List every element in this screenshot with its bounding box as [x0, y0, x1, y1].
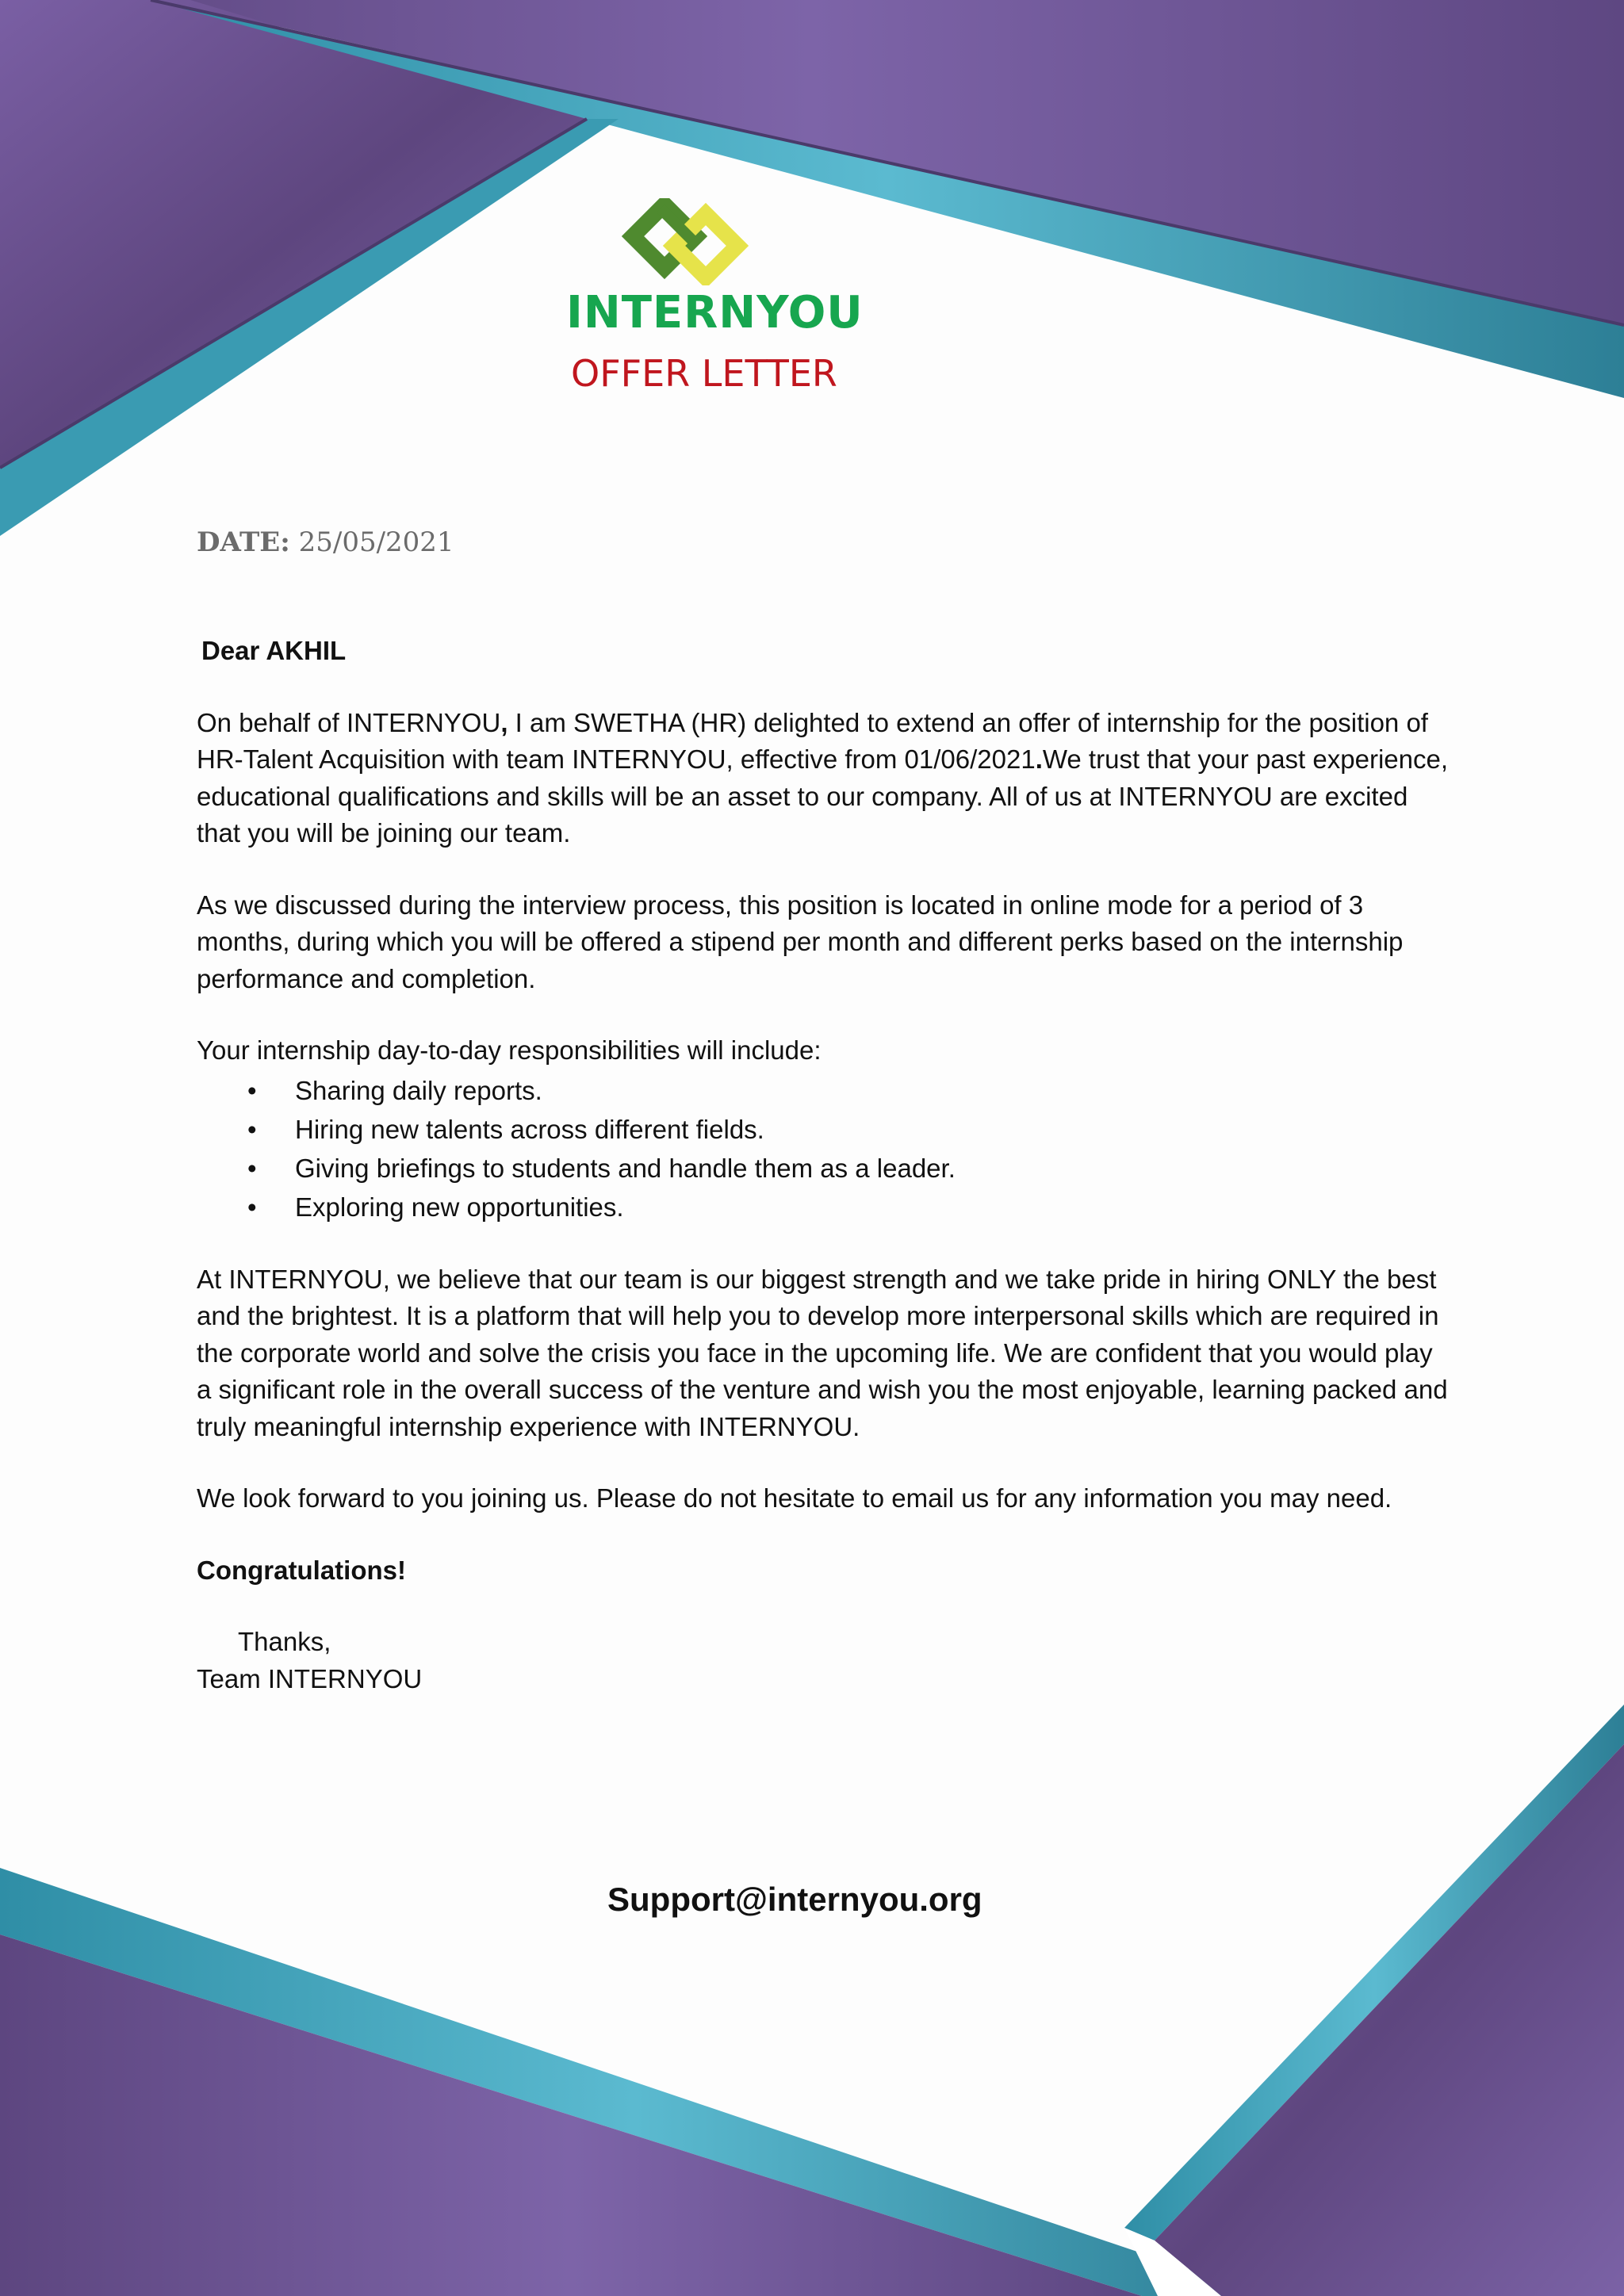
list-item [197, 1110, 1450, 1149]
list-item-text: Sharing daily reports. [295, 1075, 542, 1105]
paragraph-offer-part-b: I am SWETHA (HR) delighted to extend an offer of internship for the position of HR-Talent Acquisition with team INTERNYOU, effective from 01/06/2021 [197, 707, 1428, 774]
signature-line: Team INTERNYOU [197, 1663, 423, 1693]
paragraph-culture: At INTERNYOU, we believe that our team is our biggest strength and we take pride in hiring ONLY the best and the brightest. It is a platform that will help you to develop more interpersonal skills which are required in the corporate world and solve the crisis you face in the upcoming life. We are confident that you would play a significant role in the overall success of the venture and wish you the most enjoyable, learning packed and truly meaningful internship experience with INTERNYOU. [197, 1264, 1448, 1441]
list-item [197, 1149, 1450, 1188]
document-title: OFFER LETTER [571, 352, 837, 395]
date-value: 25/05/2021 [298, 526, 454, 558]
thanks-line: Thanks, [238, 1627, 331, 1656]
list-item-text: Hiring new talents across different fields. [295, 1114, 764, 1144]
internyou-logo-icon [619, 198, 761, 285]
bullet-icon: • [247, 1153, 257, 1183]
paragraph-terms: As we discussed during the interview process, this position is located in online mode for a period of 3 months, during which you will be offered a stipend per month and different perks based on the internship performance and completion. [197, 890, 1404, 993]
paragraph-offer-period: . [1035, 744, 1043, 774]
list-item [197, 1188, 1450, 1226]
congratulations: Congratulations! [197, 1555, 406, 1585]
support-email-link[interactable]: Support@internyou.org [607, 1881, 982, 1918]
bullet-icon: • [247, 1075, 257, 1105]
paragraph-offer-comma: , [500, 707, 508, 737]
list-item-text: Giving briefings to students and handle them as a leader. [295, 1153, 956, 1183]
bottom-right-purple-panel [1155, 1744, 1624, 2296]
list-item-text: Exploring new opportunities. [295, 1192, 624, 1222]
paragraph-offer [197, 705, 1450, 852]
bullet-icon: • [247, 1114, 257, 1144]
salutation: Dear AKHIL [201, 636, 347, 665]
paragraph-offer-part-c: We trust that your past experience, educational qualifications and skills will be an asset to our company. All of us at INTERNYOU are excited that you will be joining our team. [197, 744, 1449, 848]
signoff [197, 1624, 1450, 1697]
brand-title: INTERNYOU [566, 287, 864, 339]
letter-body [197, 633, 1450, 1732]
paragraph-offer-part-a: On behalf of INTERNYOU [197, 707, 501, 737]
date-label: DATE: [197, 526, 290, 558]
responsibilities-list [197, 1071, 1450, 1226]
paragraph-closing: We look forward to you joining us. Please do not hesitate to email us for any information you may need. [197, 1483, 1392, 1513]
responsibilities-intro: Your internship day-to-day responsibilities will include: [197, 1035, 822, 1065]
bullet-icon: • [247, 1192, 257, 1222]
list-item [197, 1071, 1450, 1110]
date-line [197, 526, 454, 558]
